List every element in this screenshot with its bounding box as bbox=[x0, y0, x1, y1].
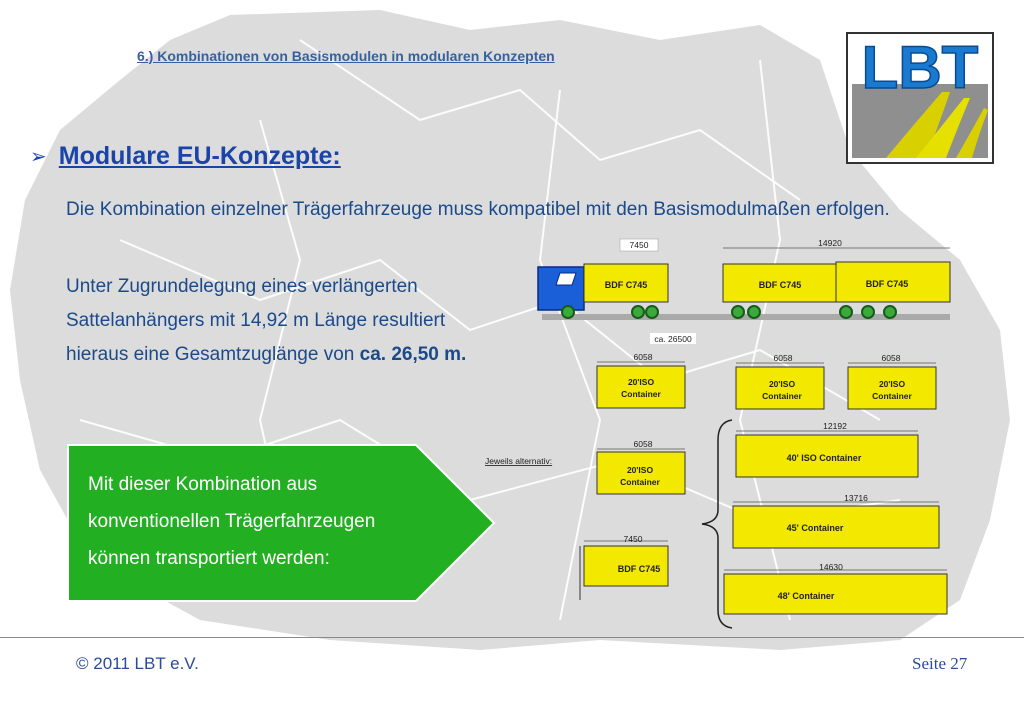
page-number: Seite 27 bbox=[912, 654, 968, 673]
green-box-line3: können transportiert werden: bbox=[88, 548, 330, 569]
paragraph-2-line1: Unter Zugrundelegung eines verlängerten bbox=[66, 276, 418, 297]
diagram-label: 7450 bbox=[623, 534, 643, 544]
diagram-label: 6058 bbox=[881, 353, 901, 363]
heading-text: Modulare EU-Konzepte: bbox=[58, 142, 341, 170]
diagram-label: Container bbox=[762, 391, 802, 401]
diagram-label: 20'ISO bbox=[626, 465, 654, 475]
diagram-label: 48' Container bbox=[777, 591, 835, 601]
trailer-box2-label: BDF C745 bbox=[865, 279, 909, 289]
truck-box-label: BDF C745 bbox=[604, 280, 648, 290]
vehicle-container-diagram bbox=[480, 230, 960, 630]
trailer-length-label: 14920 bbox=[818, 238, 842, 248]
diagram-label: BDF C745 bbox=[617, 564, 661, 574]
paragraph-2 bbox=[66, 270, 466, 372]
diagram-label: 6058 bbox=[633, 439, 653, 449]
section-heading bbox=[30, 142, 341, 171]
paragraph-2-line2: Sattelanhängers mit 14,92 m Länge resultiert bbox=[66, 310, 446, 331]
logo-text: LBT bbox=[861, 34, 979, 101]
diagram-label: 6058 bbox=[633, 352, 653, 362]
diagram-label: 14630 bbox=[819, 562, 843, 572]
trailer-box1-label: BDF C745 bbox=[758, 280, 802, 290]
header-title: 6.) Kombinationen von Basismodulen in modularen Konzepten bbox=[137, 48, 555, 64]
diagram-label: Container bbox=[621, 389, 661, 399]
lbt-logo bbox=[846, 32, 994, 164]
paragraph-1: Die Kombination einzelner Trägerfahrzeuge muss kompatibel mit den Basismodulmaßen erfolgen. bbox=[66, 199, 890, 220]
green-box-line2: konventionellen Trägerfahrzeugen bbox=[88, 511, 376, 532]
diagram-label: 12192 bbox=[823, 421, 847, 431]
paragraph-2-line3: hieraus eine Gesamtzuglänge von ca. 26,50 m. bbox=[66, 344, 467, 365]
total-length-highlight: ca. 26,50 m. bbox=[359, 344, 467, 365]
diagram-label: 40' ISO Container bbox=[786, 453, 862, 463]
green-box-line1: Mit dieser Kombination aus bbox=[88, 474, 318, 495]
total-length-label: ca. 26500 bbox=[654, 334, 692, 344]
diagram-label: 45' Container bbox=[786, 523, 844, 533]
diagram-label: Container bbox=[872, 391, 912, 401]
green-box-text bbox=[88, 466, 375, 577]
diagram-label: 20'ISO bbox=[627, 377, 655, 387]
diagram-label: Container bbox=[620, 477, 660, 487]
diagram-label: 13716 bbox=[844, 493, 868, 503]
footer-divider bbox=[0, 637, 1024, 638]
diagram-label: 6058 bbox=[773, 353, 793, 363]
bullet-arrow-icon: ➢ bbox=[30, 146, 47, 168]
diagram-label: 20'ISO bbox=[878, 379, 906, 389]
truck-length-label: 7450 bbox=[629, 240, 649, 250]
alternative-label: Jeweils alternativ: bbox=[485, 456, 553, 466]
footer-copyright: © 2011 LBT e.V. bbox=[76, 654, 199, 673]
diagram-label: 20'ISO bbox=[768, 379, 796, 389]
